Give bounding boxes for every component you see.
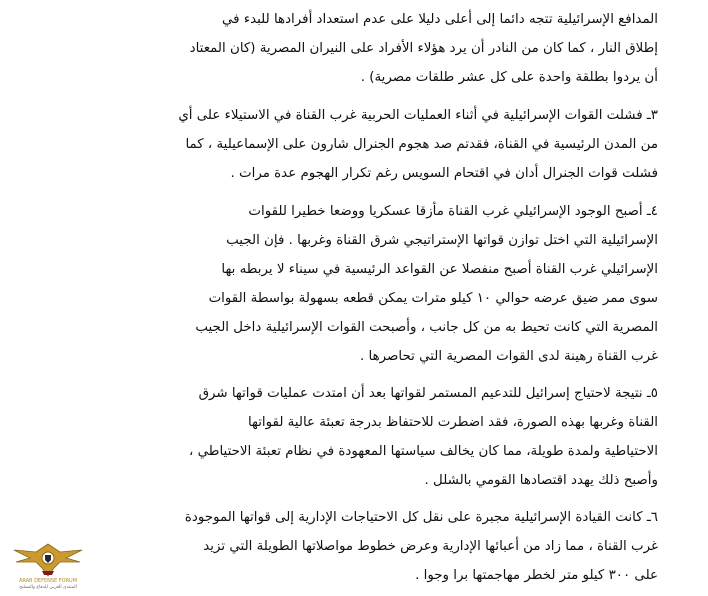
text-line: الاحتياطية ولمدة طويلة، مما كان يخالف سياستها المعهودة في نظام تعبئة الاحتياطي ، bbox=[189, 444, 658, 459]
text-line: القناة وغربها بهذه الصورة، فقد اضطرت للاحتفاظ بدرجة تعبئة عالية لقواتها bbox=[247, 415, 658, 430]
text-line: من المدن الرئيسية في القناة، فقدتم صد هجوم الجنرال شارون على الإسماعيلية ، كما bbox=[185, 137, 658, 152]
watermark-caption: ARAB DEFENSE FORUM bbox=[18, 578, 78, 584]
text-line: فشلت قوات الجنرال أدان في اقتحام السويس رغم تكرار الهجوم عدة مرات . bbox=[230, 166, 658, 181]
text-line: وأصبح ذلك يهدد اقتصادها القومي بالشلل . bbox=[424, 473, 658, 488]
text-line: إطلاق النار ، كما كان من النادر أن يرد هؤلاء الأفراد على النيران المصرية (كان المعتاد bbox=[189, 41, 658, 56]
eagle-emblem-icon bbox=[6, 538, 90, 580]
text-line: سوى ممر ضيق عرضه حوالي ١٠ كيلو مترات يمكن قطعه بسهولة بواسطة القوات bbox=[208, 291, 658, 306]
forum-watermark bbox=[6, 538, 90, 594]
text-line: الإسرائيلي غرب القناة أصبح منفصلا عن القواعد الرئيسية في سيناء لا يربطه بها bbox=[221, 262, 658, 277]
text-line: المصرية التي كانت تحيط به من كل جانب ، وأصبحت القوات الإسرائيلية داخل الجيب bbox=[195, 320, 658, 335]
text-line: المدافع الإسرائيلية تتجه دائما إلى أعلى دليلا على عدم استعداد أفرادها للبدء في bbox=[222, 12, 658, 27]
text-line: الإسرائيلية التي اختل توازن قواتها الإستراتيجي شرق القناة وغربها . فإن الجيب bbox=[226, 233, 658, 248]
text-line: على ٣٠٠ كيلو متر لخطر مهاجمتها برا وجوا . bbox=[415, 568, 658, 583]
text-line: ٦ـ كانت القيادة الإسرائيلية مجبرة على نقل كل الاحتياجات الإدارية إلى قواتها الموجودة bbox=[184, 510, 658, 525]
text-line: غرب القناة رهينة لدى القوات المصرية التي تحاصرها . bbox=[359, 349, 658, 364]
watermark-caption-arabic: المنتدى العربي للدفاع والتسليح bbox=[19, 585, 77, 590]
text-line: ٣ـ فشلت القوات الإسرائيلية في أثناء العمليات الحربية غرب القناة في الاستيلاء على أي bbox=[178, 108, 658, 123]
text-line: أن يردوا بطلقة واحدة على كل عشر طلقات مصرية) . bbox=[360, 70, 658, 85]
text-line: ٥ـ نتيجة لاحتياج إسرائيل للتدعيم المستمر لقواتها بعد أن امتدت عمليات قواتها شرق bbox=[198, 386, 658, 401]
text-line: غرب القناة ، مما زاد من أعبائها الإدارية وعرض خطوط مواصلاتها الطويلة التي تزيد bbox=[203, 539, 658, 554]
text-line: ٤ـ أصبح الوجود الإسرائيلي غرب القناة مأزقا عسكريا ووضعا خطيرا للقوات bbox=[248, 204, 658, 219]
